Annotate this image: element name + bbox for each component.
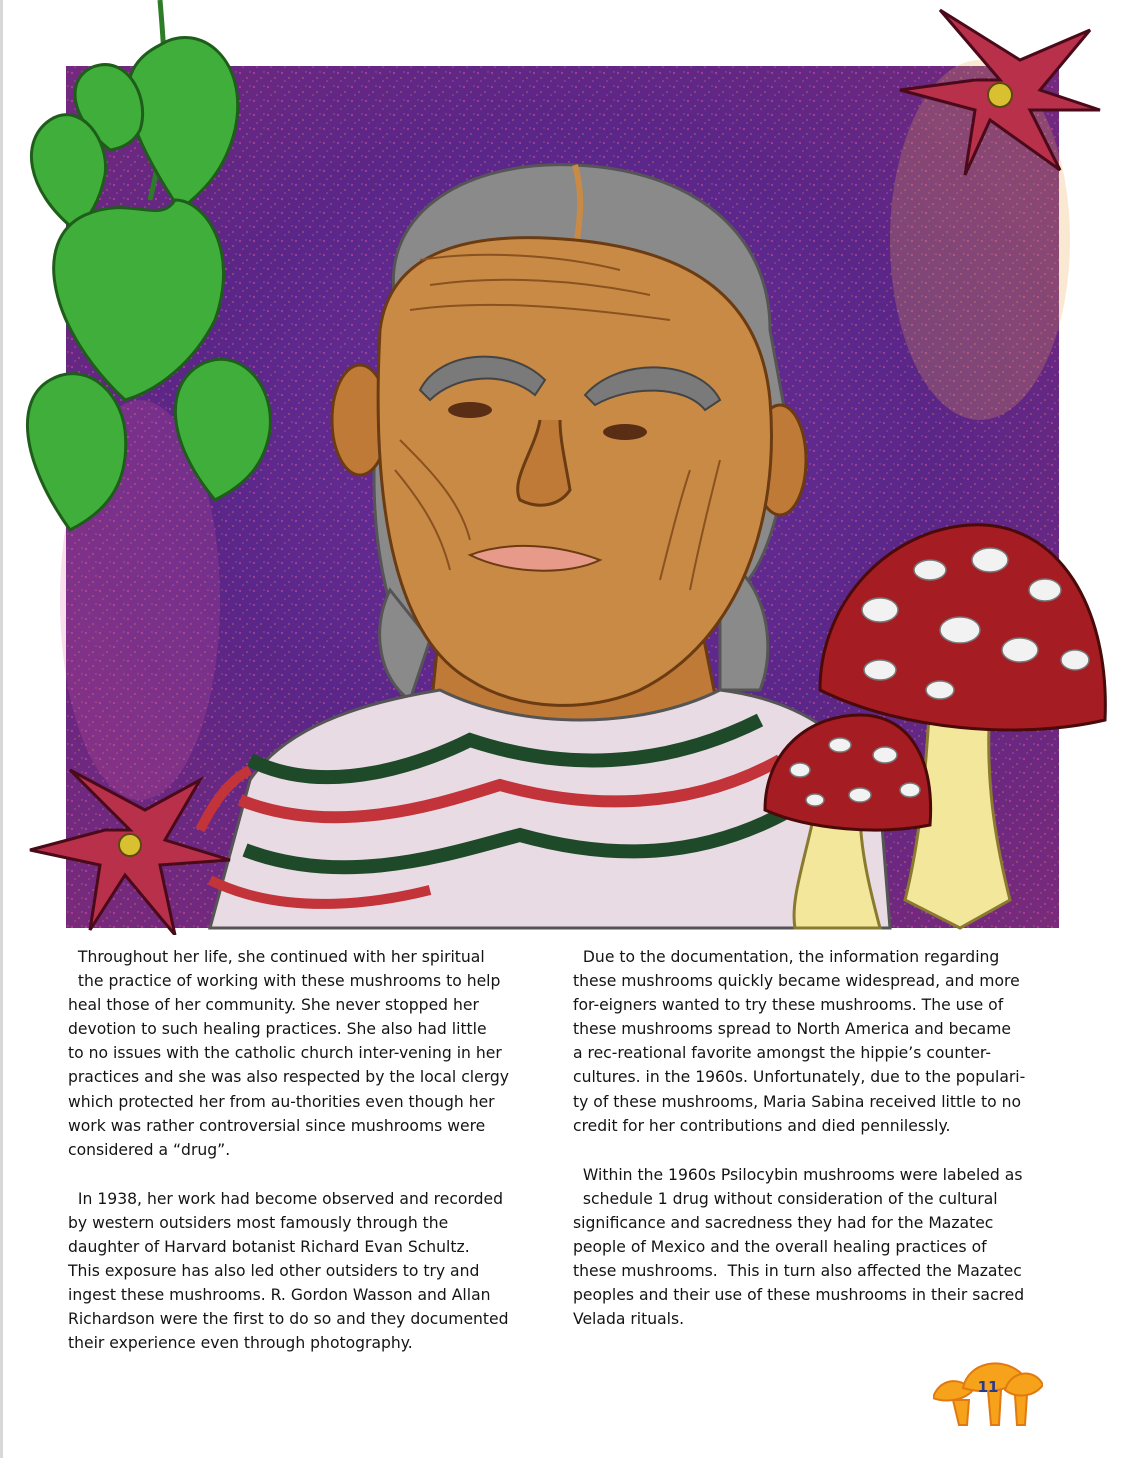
paragraph-schedule-1: Within the 1960s Psilocybin mushrooms were labeled as schedule 1 drug without consideration of the cultural significance and sacredness they had for the Mazatec people of Mexico and the overall healing practices of these mushrooms. This in turn also affected the Mazatec peoples and their use of these mushrooms in their sacred Velada rituals. — [573, 1165, 1025, 1329]
page-number: 11 — [977, 1378, 999, 1396]
left-text-column — [68, 945, 546, 1381]
right-text-column — [573, 945, 1058, 1356]
paragraph-1938-outsiders: In 1938, her work had become observed and recorded by western outsiders most famously through the daughter of Harvard botanist Richard Evan Schultz. This exposure has also led other outsiders to try and ingest these mushrooms. R. Gordon Wasson and Allan Richardson were the first to do so and they documented their experience even through photography. — [68, 1189, 509, 1353]
paragraph-documentation: Due to the documentation, the information regarding these mushrooms quickly became widespread, and more for-eigners wanted to try these mushrooms. The use of these mushrooms spread to North America and became a rec-reational favorite amongst the hippie’s counter- cultures. in the 1960s. Unfortunately, due to the populari- ty of these mushrooms, Maria Sabina received little to no credit for her contributions and died pennilessly. — [573, 948, 1026, 1135]
paragraph-healing-practice: Throughout her life, she continued with her spiritual the practice of working with these mushrooms to help heal those of her community. She never stopped her devotion to such healing practices. She also had little to no issues with the catholic church inter-vening in her practices and she was also respected by the local clergy which protected her from au-thorities even though her work was rather controversial since mushrooms were considered a “drug”. — [68, 948, 509, 1159]
